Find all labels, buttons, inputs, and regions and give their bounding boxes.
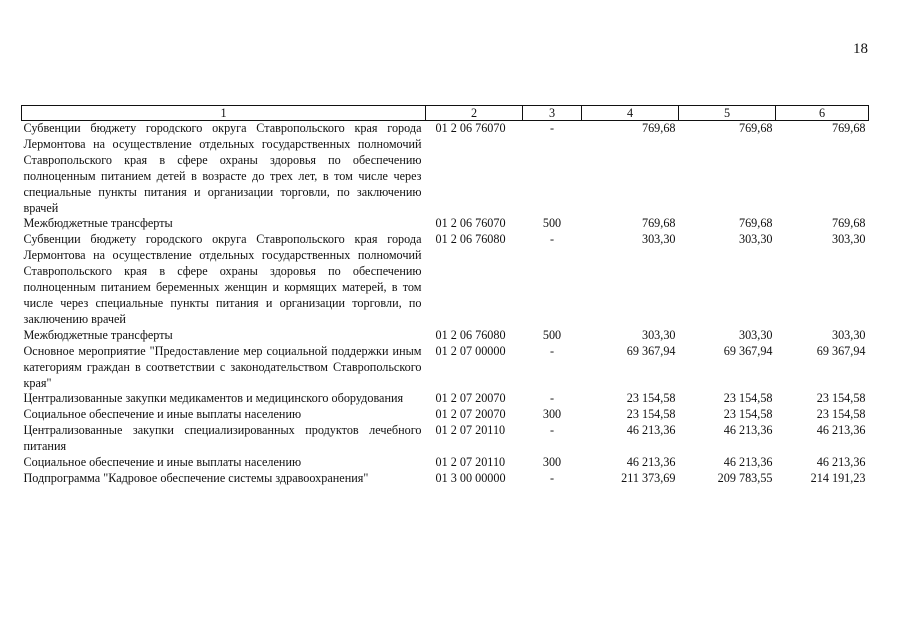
row-type: - (549, 470, 555, 485)
row-value-2: 23 154,58 (723, 391, 773, 406)
row-type: - (549, 391, 555, 406)
row-name: Централизованные закупки медикаментов и медицинского оборудования (23, 391, 404, 406)
row-type: - (549, 343, 555, 358)
row-value-2: 303,30 (738, 232, 773, 247)
row-value-3: 303,30 (831, 327, 866, 342)
row-code: 01 2 06 76080 (435, 327, 506, 342)
row-value-2: 209 783,55 (717, 470, 773, 485)
table-row (22, 121, 869, 217)
row-code: 01 2 07 20110 (435, 423, 506, 438)
row-value-3: 69 367,94 (816, 343, 866, 358)
row-value-1: 211 373,69 (621, 470, 676, 485)
row-name: Социальное обеспечение и иные выплаты населению (23, 455, 302, 470)
row-type: 500 (542, 216, 562, 231)
row-value-1: 69 367,94 (626, 343, 676, 358)
row-name: Межбюджетные трансферты (23, 327, 173, 342)
budget-table (21, 105, 869, 487)
table-row (22, 216, 869, 232)
row-value-2: 769,68 (738, 121, 773, 135)
row-value-2: 303,30 (738, 327, 773, 342)
table-row (22, 455, 869, 471)
row-code: 01 2 07 00000 (435, 343, 506, 358)
row-type: - (549, 423, 555, 438)
table-row (22, 407, 869, 423)
row-value-3: 23 154,58 (816, 391, 866, 406)
row-code: 01 3 00 00000 (435, 470, 506, 485)
row-value-2: 69 367,94 (723, 343, 773, 358)
table-row (22, 423, 869, 455)
row-value-1: 769,68 (641, 216, 676, 231)
row-value-3: 23 154,58 (816, 407, 866, 422)
column-header: 1 (22, 106, 426, 121)
row-name: Социальное обеспечение и иные выплаты населению (23, 407, 302, 422)
row-name: Основное мероприятие "Предоставление мер социальной поддержки иным категориям граждан в соответствии с законодательством Ставропольского края" (23, 343, 422, 390)
row-value-2: 23 154,58 (723, 407, 773, 422)
row-code: 01 2 07 20110 (435, 455, 506, 470)
row-type: - (549, 121, 555, 135)
row-name: Субвенции бюджету городского округа Ставропольского края города Лермонтова на осуществление отдельных государственных полномочий Ставропольского края в сфере охраны здоровья по обеспечению полноценным питанием детей в возрасте до трех лет, в том числе через специальные пункты питания и организации торговли, по заключению врачей (23, 121, 422, 215)
row-value-3: 46 213,36 (816, 455, 866, 470)
table-row (22, 328, 869, 344)
row-value-1: 769,68 (641, 121, 676, 135)
row-value-3: 214 191,23 (810, 470, 866, 485)
row-type: 300 (542, 455, 562, 470)
row-value-2: 46 213,36 (723, 455, 773, 470)
row-name: Межбюджетные трансферты (23, 216, 173, 231)
row-type: - (549, 232, 555, 247)
row-value-1: 303,30 (641, 327, 676, 342)
table-row (22, 232, 869, 327)
column-header: 2 (426, 106, 523, 121)
table-row (22, 391, 869, 407)
row-value-1: 46 213,36 (626, 423, 676, 438)
row-code: 01 2 06 76080 (435, 232, 506, 247)
table-row (22, 344, 869, 392)
table-header-row (22, 106, 869, 121)
column-header: 5 (679, 106, 776, 121)
row-value-3: 46 213,36 (816, 423, 866, 438)
column-header: 3 (523, 106, 582, 121)
page-number: 18 (853, 41, 868, 57)
row-value-1: 303,30 (641, 232, 676, 247)
row-name: Централизованные закупки специализированных продуктов лечебного питания (23, 423, 422, 454)
row-name: Субвенции бюджету городского округа Ставропольского края города Лермонтова на осуществление отдельных государственных полномочий Ставропольского края в сфере охраны здоровья по обеспечению полноценным питанием беременных женщин и кормящих матерей, в том числе через специальные пункты питания и организации торговли, по заключению врачей (23, 232, 422, 326)
row-value-3: 769,68 (831, 121, 866, 135)
row-value-2: 46 213,36 (723, 423, 773, 438)
row-code: 01 2 07 20070 (435, 407, 506, 422)
row-code: 01 2 07 20070 (435, 391, 506, 406)
column-header: 4 (582, 106, 679, 121)
row-value-2: 769,68 (738, 216, 773, 231)
row-value-3: 303,30 (831, 232, 866, 247)
row-value-1: 23 154,58 (626, 391, 676, 406)
row-name: Подпрограмма "Кадровое обеспечение системы здравоохранения" (23, 470, 369, 485)
row-code: 01 2 06 76070 (435, 216, 506, 231)
row-value-1: 46 213,36 (626, 455, 676, 470)
row-type: 300 (542, 407, 562, 422)
row-value-3: 769,68 (831, 216, 866, 231)
table-row (22, 471, 869, 487)
row-type: 500 (542, 327, 562, 342)
row-value-1: 23 154,58 (626, 407, 676, 422)
row-code: 01 2 06 76070 (435, 121, 506, 135)
column-header: 6 (776, 106, 869, 121)
